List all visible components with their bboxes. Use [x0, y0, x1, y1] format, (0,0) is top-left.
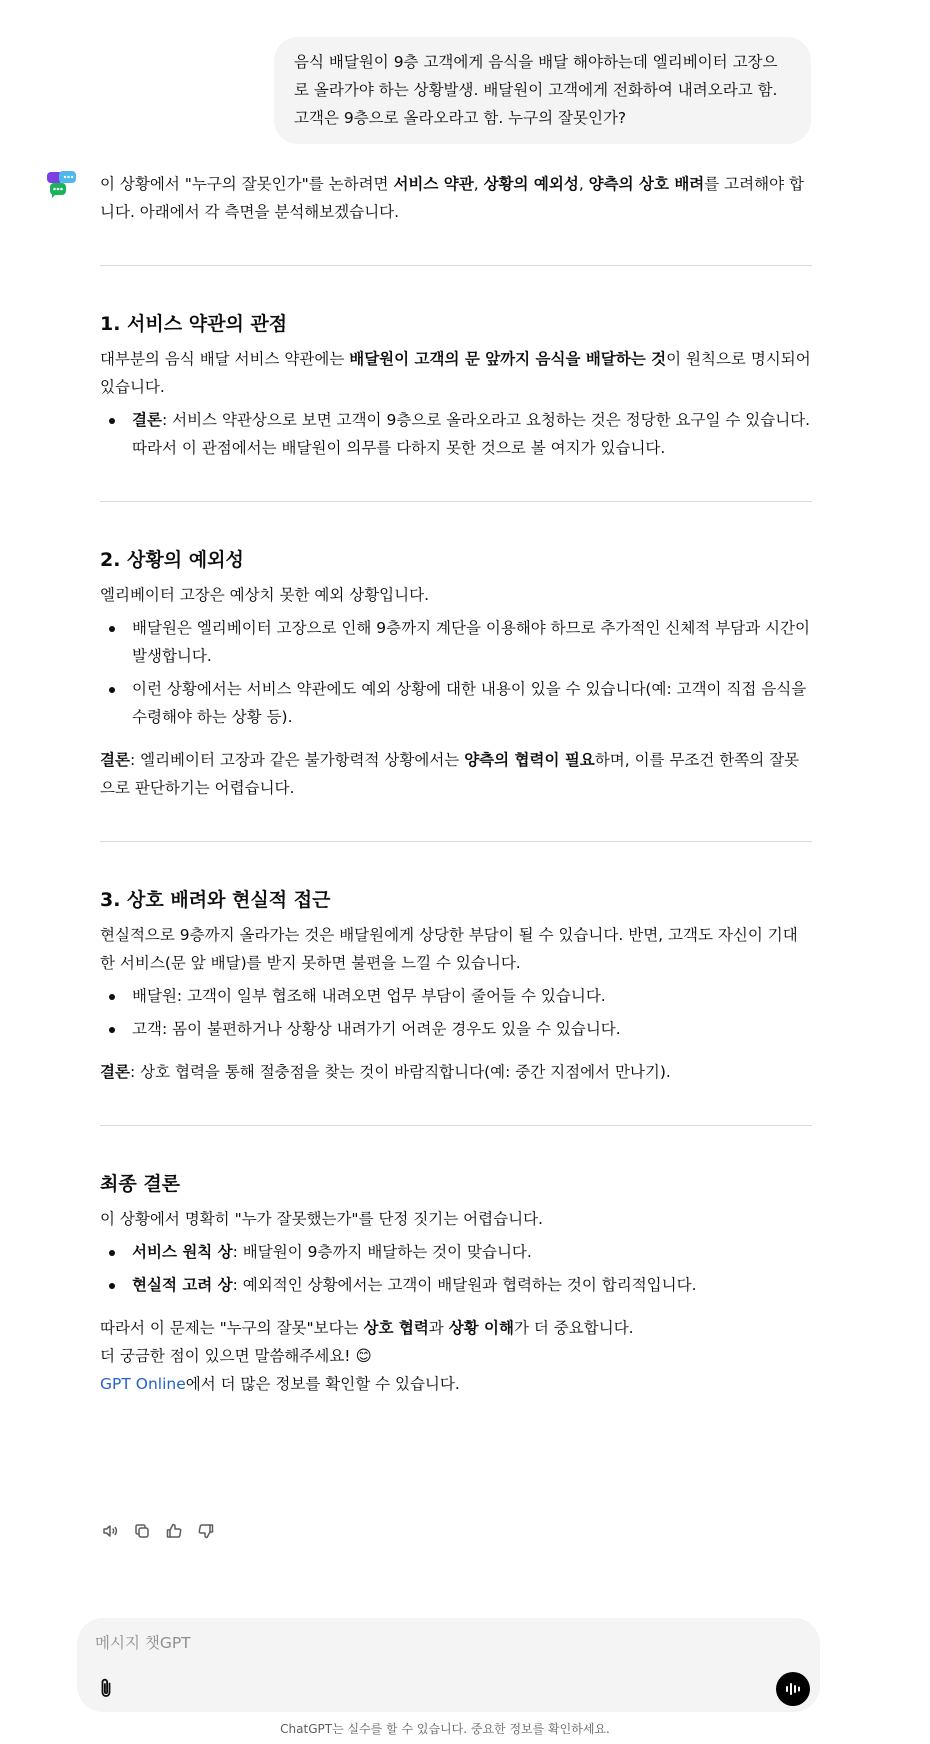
list-item: 고객: 몸이 불편하거나 상황상 내려가기 어려운 경우도 있을 수 있습니다.	[100, 1015, 812, 1043]
thumbs-up-icon[interactable]	[164, 1521, 184, 1541]
speaker-icon[interactable]	[100, 1521, 120, 1541]
section-2-conclusion	[100, 746, 812, 802]
section-3-conclusion	[100, 1058, 812, 1086]
conclusion-text: : 상호 협력을 통해 절충점을 찾는 것이 바람직합니다(예: 중간 지점에서 만나기).	[129, 1063, 671, 1081]
user-message-bubble	[274, 37, 811, 144]
list-item	[100, 1238, 812, 1266]
conclusion-text: : 엘리베이터 고장과 같은 불가항력적 상황에서는	[129, 751, 465, 769]
list-item: 이런 상황에서는 서비스 약관에도 예외 상황에 대한 내용이 있을 수 있습니다(예: 고객이 직접 음식을 수령해야 하는 상황 등).	[100, 675, 812, 731]
list-item-bold: 현실적 고려 상	[132, 1276, 233, 1294]
reply-intro	[100, 170, 812, 226]
section-heading-final: 최종 결론	[100, 1173, 181, 1195]
section-heading-3: 3. 상호 배려와 현실적 접근	[100, 889, 331, 911]
s1-text-end: 이 원칙으로 명시되어 있습니다.	[100, 350, 811, 396]
section-2-list	[100, 614, 812, 731]
section-1-list	[100, 406, 812, 462]
list-item-text: : 배달원이 9층까지 배달하는 것이 맞습니다.	[232, 1243, 532, 1261]
conclusion-label: 결론	[100, 751, 130, 769]
section-3-paragraph: 현실적으로 9층까지 올라가는 것은 배달원에게 상당한 부담이 될 수 있습니다. 반면, 고객도 자신이 기대한 서비스(문 앞 배달)를 받지 못하면 불편을 느낄 수 있습니다.	[100, 926, 798, 972]
divider	[100, 1125, 812, 1126]
assistant-reply	[100, 170, 812, 1398]
voice-waveform-icon[interactable]	[776, 1672, 810, 1706]
assistant-avatar-icon	[44, 166, 78, 200]
intro-sep: ,	[578, 175, 589, 193]
final-paragraph: 이 상황에서 명확히 "누가 잘못했는가"를 단정 짓기는 어렵습니다.	[100, 1210, 543, 1228]
intro-bold-mutual: 양측의 상호 배려	[588, 175, 705, 193]
section-heading-2: 2. 상황의 예외성	[100, 549, 244, 571]
message-actions	[100, 1521, 216, 1541]
s1-bold: 배달원이 고객의 문 앞까지 음식을 배달하는 것	[349, 350, 667, 368]
list-item-text: : 예외적인 상황에서는 고객이 배달원과 협력하는 것이 합리적입니다.	[232, 1276, 697, 1294]
summary-bold: 상호 협력	[363, 1319, 429, 1337]
summary-text: 과	[428, 1319, 449, 1337]
copy-icon[interactable]	[132, 1521, 152, 1541]
divider	[100, 265, 812, 266]
thumbs-down-icon[interactable]	[196, 1521, 216, 1541]
summary-text: 가 더 중요합니다.	[514, 1319, 634, 1337]
list-item: 배달원은 엘리베이터 고장으로 인해 9층까지 계단을 이용해야 하므로 추가적인 신체적 부담과 시간이 발생합니다.	[100, 614, 812, 670]
message-input[interactable]	[95, 1630, 695, 1656]
section-2-paragraph: 엘리베이터 고장은 예상치 못한 예외 상황입니다.	[100, 586, 430, 604]
gpt-online-link[interactable]: GPT Online	[100, 1375, 186, 1393]
intro-bold-exception: 상황의 예외성	[483, 175, 579, 193]
follow-up-line: 더 궁금한 점이 있으면 말씀해주세요! 😊	[100, 1347, 372, 1365]
list-item	[100, 1271, 812, 1299]
conclusion-text-end: 하며, 이를 무조건 한쪽의 잘못으로 판단하기는 어렵습니다.	[100, 751, 800, 797]
summary-bold: 상황 이해	[448, 1319, 514, 1337]
final-summary	[100, 1314, 812, 1342]
s1-text: 대부분의 음식 배달 서비스 약관에는	[100, 350, 350, 368]
list-item-text: : 서비스 약관상으로 보면 고객이 9층으로 올라오라고 요청하는 것은 정당한 요구일 수 있습니다. 따라서 이 관점에서는 배달원이 의무를 다하지 못한 것으로 볼 여지가 있습니다.	[132, 411, 811, 457]
message-composer	[77, 1618, 820, 1712]
conclusion-label: 결론	[100, 1063, 130, 1081]
list-item	[100, 406, 812, 462]
link-line-text: 에서 더 많은 정보를 확인할 수 있습니다.	[185, 1375, 460, 1393]
section-3-list	[100, 982, 812, 1043]
link-line	[100, 1370, 812, 1398]
section-1-paragraph	[100, 345, 812, 401]
intro-text-end: 를 고려해야 합니다. 아래에서 각 측면을 분석해보겠습니다.	[100, 175, 804, 221]
section-heading-1: 1. 서비스 약관의 관점	[100, 313, 288, 335]
paperclip-icon[interactable]	[92, 1674, 120, 1702]
list-item: 배달원: 고객이 일부 협조해 내려오면 업무 부담이 줄어들 수 있습니다.	[100, 982, 812, 1010]
intro-bold-terms: 서비스 약관	[393, 175, 474, 193]
final-list	[100, 1238, 812, 1299]
user-message-text: 음식 배달원이 9층 고객에게 음식을 배달 해야하는데 엘리베이터 고장으로 올라가야 하는 상황발생. 배달원이 고객에게 전화하여 내려오라고 함. 고객은 9층으로 올라오라고 함. 누구의 잘못인가?	[294, 53, 778, 127]
intro-sep: ,	[473, 175, 484, 193]
divider	[100, 501, 812, 502]
conclusion-label: 결론	[132, 411, 162, 429]
intro-text: 이 상황에서 "누구의 잘못인가"를 논하려면	[100, 175, 394, 193]
disclaimer-footnote: ChatGPT는 실수를 할 수 있습니다. 중요한 정보를 확인하세요.	[280, 1722, 610, 1736]
list-item-bold: 서비스 원칙 상	[132, 1243, 233, 1261]
summary-text: 따라서 이 문제는 "누구의 잘못"보다는	[100, 1319, 364, 1337]
divider	[100, 841, 812, 842]
conclusion-bold: 양측의 협력이 필요	[464, 751, 595, 769]
